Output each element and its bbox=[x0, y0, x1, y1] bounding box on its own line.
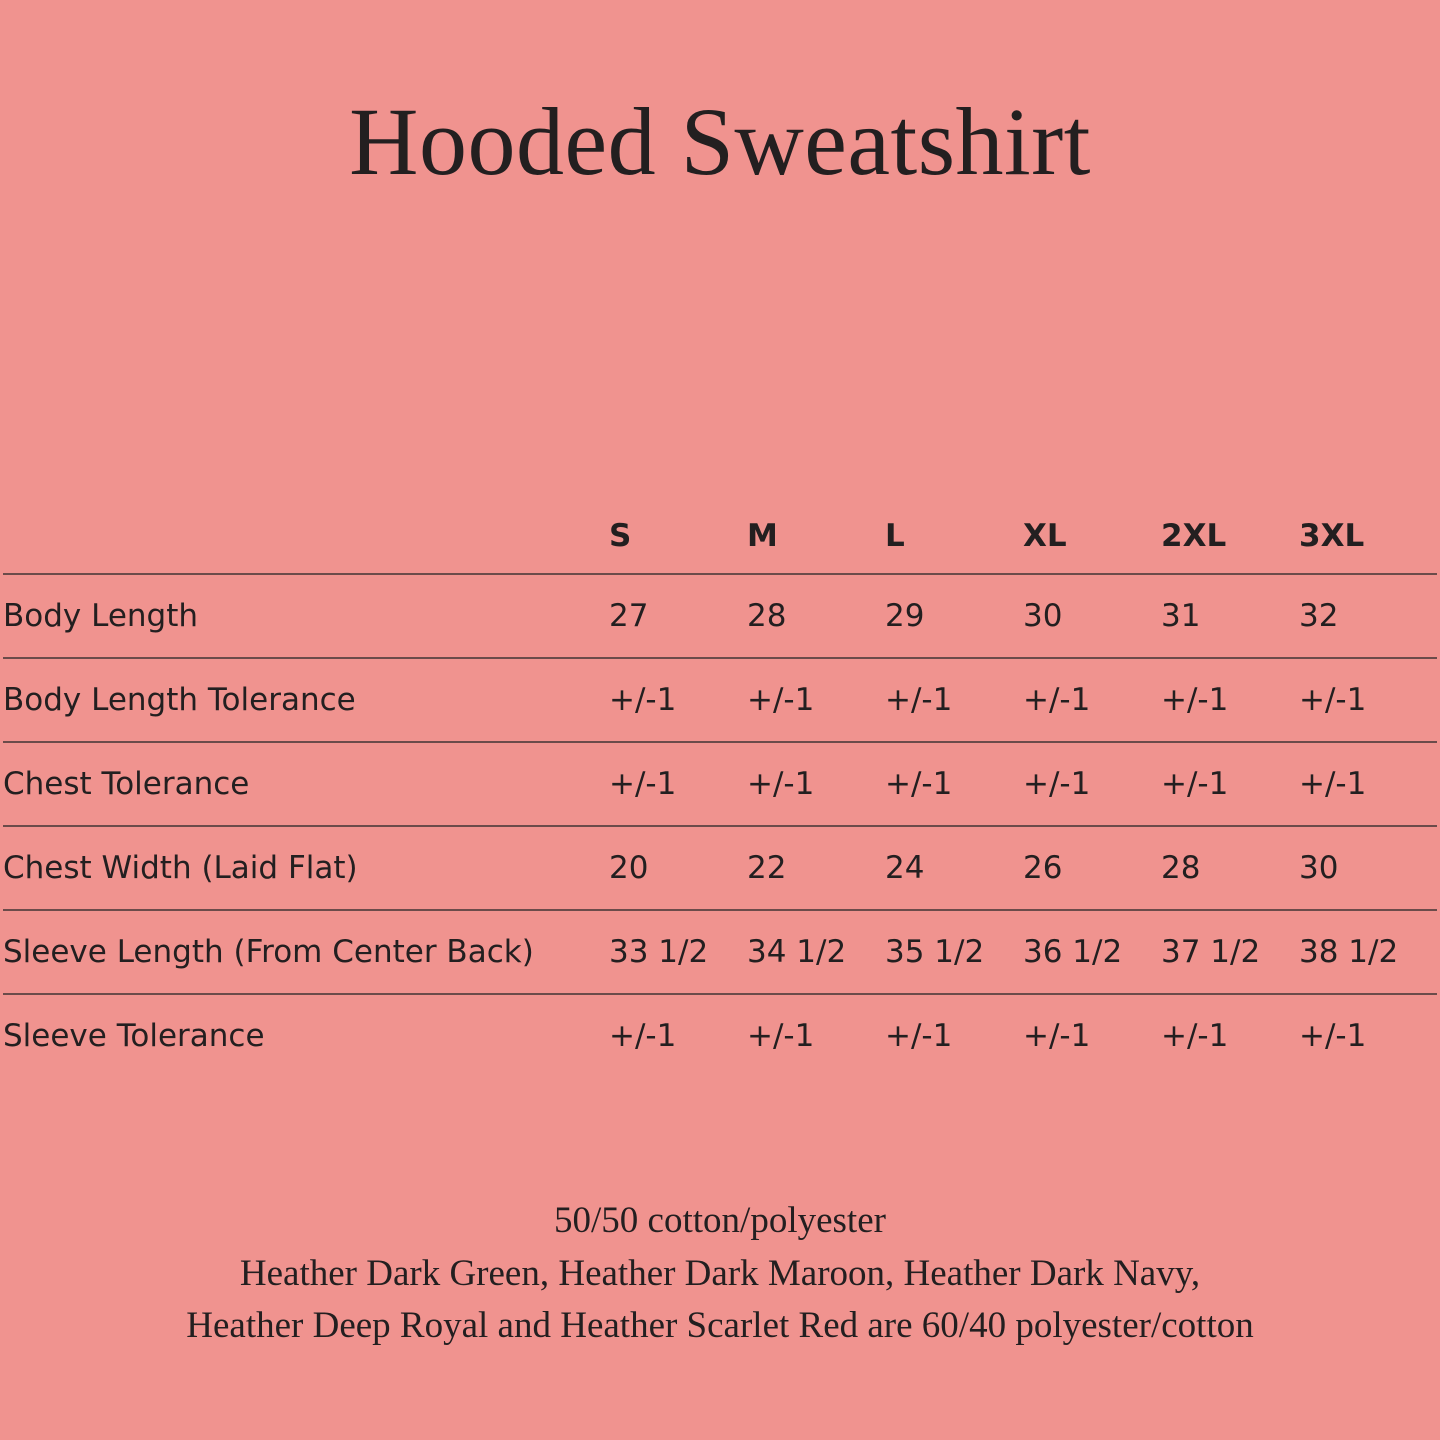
table-header bbox=[3, 505, 1437, 574]
cell-sleeve-length-2xl: 37 1/2 bbox=[1161, 934, 1261, 970]
cell-chest-width-l: 24 bbox=[885, 850, 925, 886]
cell-chest-tolerance-2xl: +/-1 bbox=[1161, 766, 1229, 802]
cell-sleeve-length-m: 34 1/2 bbox=[747, 934, 847, 970]
row-label-sleeve-length: Sleeve Length (From Center Back) bbox=[3, 934, 534, 970]
cell-body-length-m: 28 bbox=[747, 598, 787, 634]
cell-sleeve-length-3xl: 38 1/2 bbox=[1299, 934, 1399, 970]
fabric-note-line-2: Heather Dark Green, Heather Dark Maroon, Heather Dark Navy, bbox=[239, 1252, 1201, 1294]
table-row bbox=[3, 910, 1437, 994]
cell-body-length-3xl: 32 bbox=[1299, 598, 1339, 634]
row-label-body-length-tolerance: Body Length Tolerance bbox=[3, 682, 356, 718]
cell-body-length-2xl: 31 bbox=[1161, 598, 1201, 634]
cell-sleeve-length-xl: 36 1/2 bbox=[1023, 934, 1123, 970]
cell-body-length-l: 29 bbox=[885, 598, 925, 634]
cell-body-length-tolerance-s: +/-1 bbox=[609, 682, 677, 718]
cell-body-length-s: 27 bbox=[609, 598, 649, 634]
cell-chest-tolerance-m: +/-1 bbox=[747, 766, 815, 802]
table-row bbox=[3, 574, 1437, 658]
cell-sleeve-tolerance-3xl: +/-1 bbox=[1299, 1018, 1367, 1054]
row-label-body-length: Body Length bbox=[3, 598, 199, 634]
row-label-chest-tolerance: Chest Tolerance bbox=[3, 766, 250, 802]
page-title: Hooded Sweatshirt bbox=[349, 88, 1091, 195]
cell-body-length-tolerance-xl: +/-1 bbox=[1023, 682, 1091, 718]
cell-sleeve-tolerance-m: +/-1 bbox=[747, 1018, 815, 1054]
cell-chest-width-m: 22 bbox=[747, 850, 787, 886]
cell-body-length-tolerance-3xl: +/-1 bbox=[1299, 682, 1367, 718]
column-header-measurement bbox=[3, 505, 609, 574]
table-header-row bbox=[3, 505, 1437, 574]
row-label-sleeve-tolerance: Sleeve Tolerance bbox=[3, 1018, 265, 1054]
cell-chest-width-2xl: 28 bbox=[1161, 850, 1201, 886]
fabric-notes bbox=[0, 1195, 1440, 1353]
cell-sleeve-length-l: 35 1/2 bbox=[885, 934, 985, 970]
cell-sleeve-tolerance-s: +/-1 bbox=[609, 1018, 677, 1054]
cell-sleeve-tolerance-xl: +/-1 bbox=[1023, 1018, 1091, 1054]
column-header-2xl: 2XL bbox=[1161, 518, 1227, 554]
column-header-s: S bbox=[609, 518, 632, 554]
cell-chest-tolerance-xl: +/-1 bbox=[1023, 766, 1091, 802]
table-body bbox=[3, 574, 1437, 1077]
size-chart-container bbox=[0, 505, 1440, 1077]
cell-chest-tolerance-s: +/-1 bbox=[609, 766, 677, 802]
column-header-l: L bbox=[885, 518, 905, 554]
cell-body-length-tolerance-2xl: +/-1 bbox=[1161, 682, 1229, 718]
row-label-chest-width: Chest Width (Laid Flat) bbox=[3, 850, 358, 886]
fabric-note-line-3: Heather Deep Royal and Heather Scarlet Red are 60/40 polyester/cotton bbox=[186, 1305, 1254, 1347]
cell-chest-tolerance-l: +/-1 bbox=[885, 766, 953, 802]
column-header-m: M bbox=[747, 518, 778, 554]
cell-sleeve-tolerance-2xl: +/-1 bbox=[1161, 1018, 1229, 1054]
cell-sleeve-tolerance-l: +/-1 bbox=[885, 1018, 953, 1054]
size-chart-table bbox=[3, 505, 1437, 1077]
cell-body-length-xl: 30 bbox=[1023, 598, 1063, 634]
table-row bbox=[3, 742, 1437, 826]
table-row bbox=[3, 994, 1437, 1077]
table-row bbox=[3, 658, 1437, 742]
table-row bbox=[3, 826, 1437, 910]
cell-chest-tolerance-3xl: +/-1 bbox=[1299, 766, 1367, 802]
cell-body-length-tolerance-l: +/-1 bbox=[885, 682, 953, 718]
column-header-xl: XL bbox=[1023, 518, 1067, 554]
cell-chest-width-3xl: 30 bbox=[1299, 850, 1339, 886]
cell-chest-width-s: 20 bbox=[609, 850, 649, 886]
cell-chest-width-xl: 26 bbox=[1023, 850, 1063, 886]
fabric-note-line-1: 50/50 cotton/polyester bbox=[554, 1200, 886, 1241]
cell-body-length-tolerance-m: +/-1 bbox=[747, 682, 815, 718]
column-header-3xl: 3XL bbox=[1299, 518, 1365, 554]
cell-sleeve-length-s: 33 1/2 bbox=[609, 934, 709, 970]
